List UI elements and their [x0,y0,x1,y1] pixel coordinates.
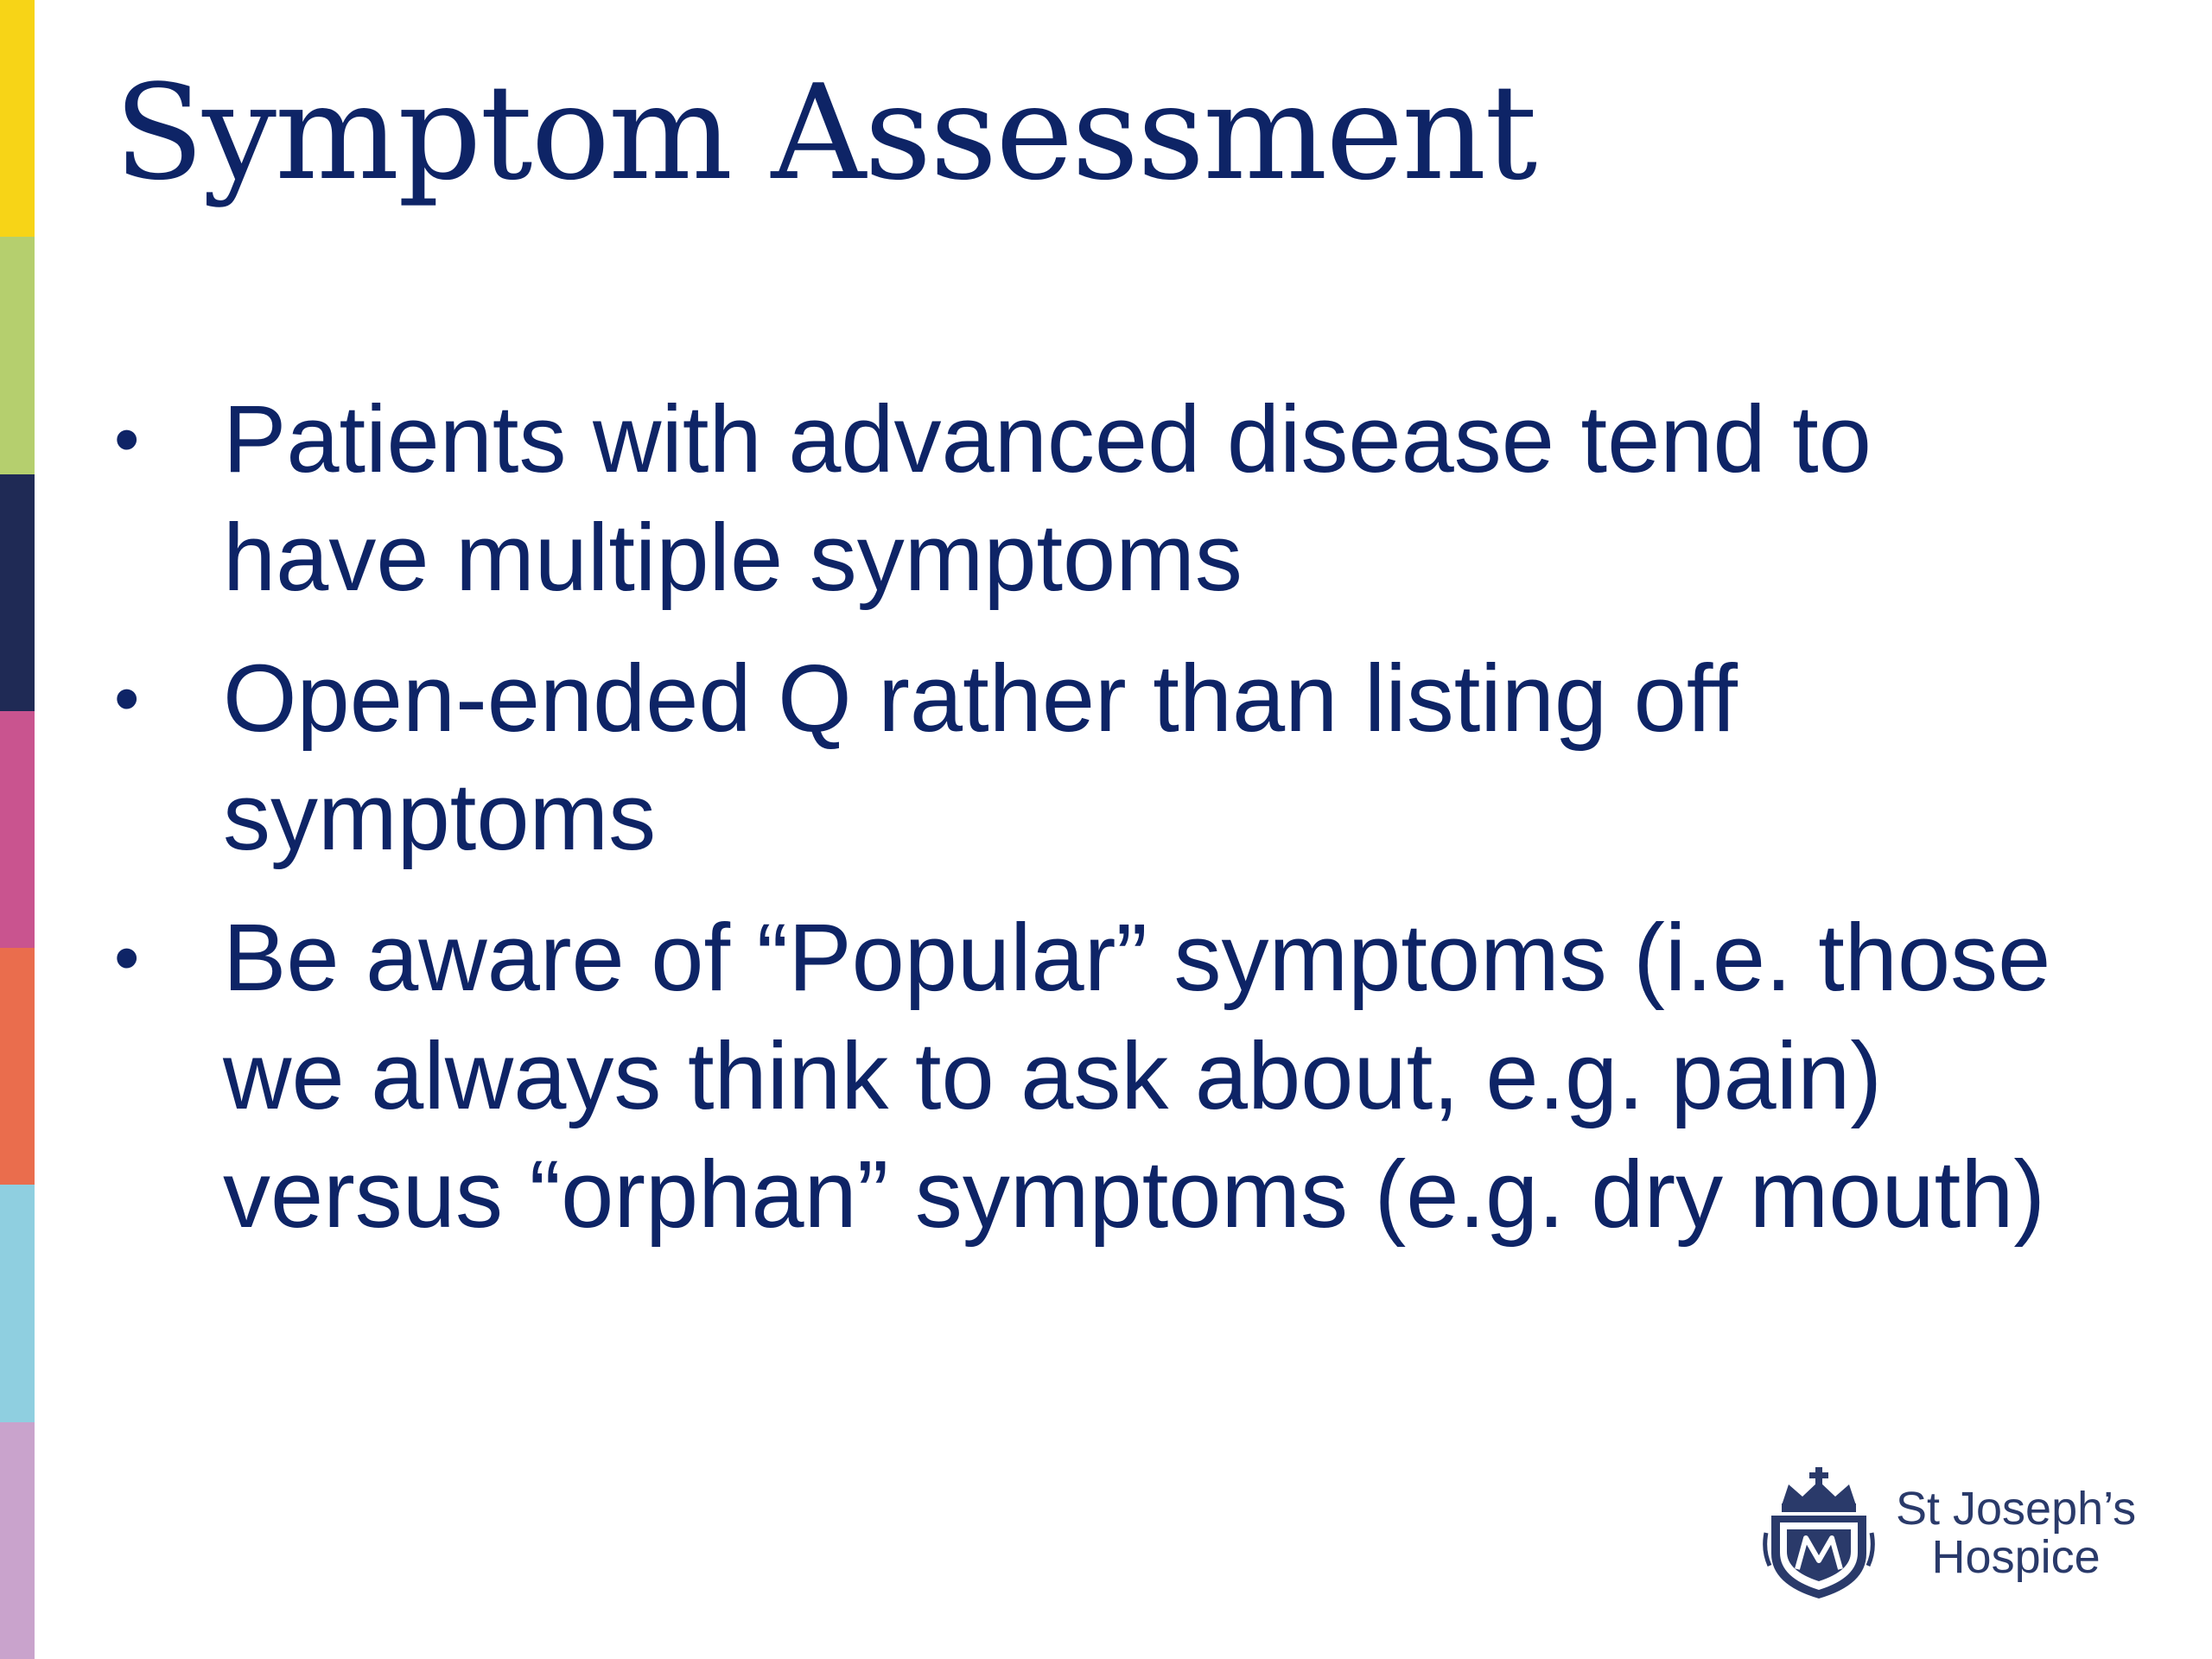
bullet-list [111,380,2098,1276]
color-bar-segment-orange [0,948,35,1185]
color-bar-segment-navy [0,474,35,711]
logo-wordmark [1896,1484,2136,1581]
bullet-text: Open-ended Q rather than listing off symptoms [223,645,1738,870]
color-bar-segment-pink [0,711,35,948]
hospice-logo [1763,1464,2160,1602]
bullet-dot-icon: • [114,917,140,998]
bullet-text: Patients with advanced disease tend to have multiple symptoms [223,386,1872,611]
slide-title: Symptom Assessment [114,56,1536,209]
color-bar-segment-blue [0,1185,35,1421]
bullet-dot-icon: • [114,398,140,480]
bullet-item [111,380,2098,617]
accent-color-bar [0,0,35,1659]
bullet-text: Be aware of “Popular” symptoms (i.e. those we always think to ask about, e.g. pain) versus “orphan” symptoms (e.g. dry mouth) [223,905,2051,1248]
logo-line-2: Hospice [1931,1531,2101,1583]
color-bar-segment-yellow [0,0,35,237]
color-bar-segment-lilac [0,1422,35,1659]
crest-icon [1763,1464,1875,1602]
bullet-dot-icon: • [114,658,140,739]
bullet-item [111,639,2098,876]
bullet-item [111,899,2098,1254]
color-bar-segment-green [0,237,35,474]
logo-line-1: St Joseph’s [1896,1483,2137,1535]
